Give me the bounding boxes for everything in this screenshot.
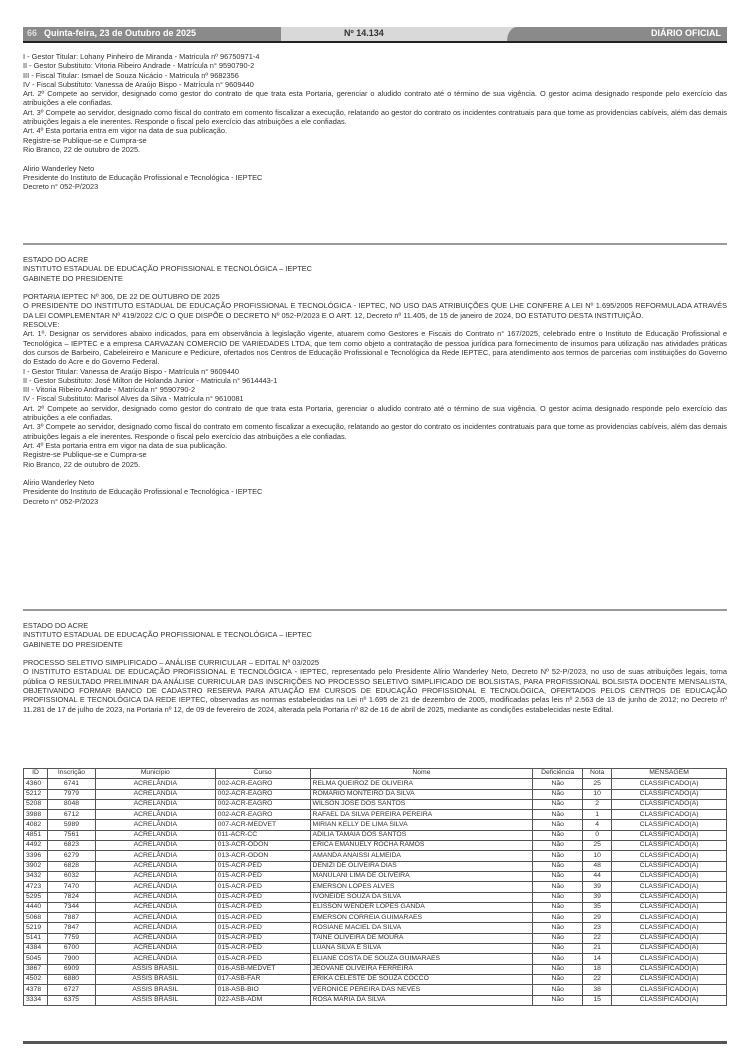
table-row <box>24 820 727 830</box>
cell-nome: EMERSON CORREIA GUIMARAES <box>310 913 533 923</box>
cell-nome: ELISSON WENDER LOPES GANDA <box>310 902 533 912</box>
table-row <box>24 841 727 851</box>
cell-id: 5219 <box>24 923 48 933</box>
paragraph: O INSTITUTO ESTADUAL DE EDUCAÇÃO PROFISSIONAL E TECNOLÓGICA - IEPTEC, representado pelo Presidente Alírio Wanderley Neto, Decreto Nº 52-P/2023, no uso de suas atribuições legais, torna pública O RESULTADO PRELIMINAR DA ANÁLISE CURRICULAR DAS INSCRIÇÕES NO PROCESSO SELETIVO SIMPLIFICADO DE BOLSISTAS, PARA PROFISSIONAL BOLSISTA DOCENTE MENSALISTA, OBJETIVANDO FORMAR BANCO DE CADASTRO RESERVA PARA ATUAÇÃO EM CURSOS DE EDUCAÇÃO PROFISSIONAL E TECNOLÓGICA, OFERTADOS PELOS CENTROS DE EDUCAÇÃO PROFISSIONAL E TECNOLÓGICA DA REDE IEPTEC, observadas as normas estabelecidas na Lei nº 1.695 de 21 de dezembro de 2005, modificadas pelas leis nº 2.563 de 13 de junho de 2012; no Decreto nº 11.281 de 17 de julho de 2023, na Portaria nº 12, de 09 de fevereiro de 2024, alterada pela Portaria nº 82 de 16 de abril de 2025, mediante as condições estabelecidas neste Edital. <box>23 667 727 714</box>
column-header-nota: Nota <box>583 769 612 779</box>
cell-curso: 015-ACR-PED <box>215 944 310 954</box>
cell-municipio: ACRELÂNDIA <box>95 944 215 954</box>
paragraph: Registre-se Publique-se e Cumpra-se <box>23 450 147 460</box>
table-row <box>24 995 727 1005</box>
cell-id: 5212 <box>24 789 48 799</box>
cell-deficiencia: Não <box>533 944 583 954</box>
cell-inscricao: 6828 <box>47 861 95 871</box>
section-1 <box>23 52 727 191</box>
cell-inscricao: 6909 <box>47 964 95 974</box>
cell-nota: 1 <box>583 810 612 820</box>
page-number: 66 <box>27 28 38 38</box>
cell-nota: 39 <box>583 882 612 892</box>
portaria-title: PORTARIA IEPTEC Nº 306, DE 22 DE OUTUBRO DE 2025 <box>23 292 220 302</box>
section-3 <box>23 621 727 714</box>
cell-nota: 2 <box>583 799 612 809</box>
cell-inscricao: 6712 <box>47 810 95 820</box>
cell-nome: MANULANI LIMA DE OLIVEIRA <box>310 871 533 881</box>
cell-curso: 011-ACR-CC <box>215 830 310 840</box>
cell-deficiencia: Não <box>533 964 583 974</box>
signature-title: Presidente do Instituto de Educação Profissional e Tecnológica - IEPTEC <box>23 172 263 182</box>
cell-inscricao: 7847 <box>47 923 95 933</box>
cell-municipio: ACRELÂNDIA <box>95 923 215 933</box>
cell-municipio: ACRELÂNDIA <box>95 789 215 799</box>
heading-line: ESTADO DO ACRE <box>23 255 89 264</box>
edital-title: PROCESSO SELETIVO SIMPLIFICADO – ANÁLISE CURRICULAR – EDITAL Nº 03/2025 <box>23 658 319 668</box>
cell-mensagem: CLASSIFICADO(A) <box>612 871 727 881</box>
cell-nota: 48 <box>583 861 612 871</box>
paragraph: Art. 1º. Designar os servidores abaixo indicados, para em observância à legislação vigente, atuarem como Gestores e Fiscais do Contrato n° 167/2025, celebrado entre o Instituto de Educação Profissional e Tecnológica – IEPTEC e a empresa CARVAZAN COMERCIO DE VARIEDADES LTDA, que tem como objeto a contratação de pessoa jurídica para fornecimento de insumos para utilização nas atividades práticas dos cursos de Barbeiro, Cabeleireiro e Manicure e Pedicure, ofertados nos Centros de Educação Profissional e Tecnológica da Rede IEPTEC, para atendimento aos termos de parcerias com instituições do Governo do Estado do Acre e do Governo Federal. <box>23 329 727 367</box>
cell-mensagem: CLASSIFICADO(A) <box>612 861 727 871</box>
cell-id: 4502 <box>24 974 48 984</box>
edition-number: Nº 14.134 <box>344 28 384 38</box>
paragraph: IV - Fiscal Substituto: Vanessa de Araújo Bispo - Matrícula n° 9609440 <box>23 79 254 89</box>
column-header-inscricao: Inscrição <box>47 769 95 779</box>
table-row <box>24 902 727 912</box>
signature-decree: Decreto n° 052-P/2023 <box>23 496 99 506</box>
cell-deficiencia: Não <box>533 779 583 789</box>
header-middle-band <box>281 27 521 41</box>
cell-curso: 015-ACR-PED <box>215 954 310 964</box>
cell-deficiencia: Não <box>533 810 583 820</box>
cell-deficiencia: Não <box>533 820 583 830</box>
cell-curso: 002-ACR-EAGRO <box>215 789 310 799</box>
cell-inscricao: 8048 <box>47 799 95 809</box>
cell-curso: 022-ASB-ADM <box>215 995 310 1005</box>
cell-deficiencia: Não <box>533 851 583 861</box>
cell-deficiencia: Não <box>533 861 583 871</box>
cell-nome: ERICA EMANUELY ROCHA RAMOS <box>310 841 533 851</box>
cell-municipio: ACRELÂNDIA <box>95 861 215 871</box>
cell-deficiencia: Não <box>533 933 583 943</box>
cell-nota: 14 <box>583 954 612 964</box>
cell-nota: 15 <box>583 995 612 1005</box>
cell-nome: JEOVANE OLIVEIRA FERREIRA <box>310 964 533 974</box>
table-row <box>24 810 727 820</box>
cell-municipio: ACRELÂNDIA <box>95 810 215 820</box>
cell-inscricao: 7470 <box>47 882 95 892</box>
cell-deficiencia: Não <box>533 892 583 902</box>
cell-nome: WILSON JOSÉ DOS SANTOS <box>310 799 533 809</box>
cell-curso: 015-ACR-PED <box>215 861 310 871</box>
paragraph: O PRESIDENTE DO INSTITUTO ESTADUAL DE EDUCAÇÃO PROFISSIONAL E TECNOLÓGICA - IEPTEC, NO USO DAS ATRIBUIÇÕES QUE LHE CONFERE A LEI Nº 1.695/2005 REFORMULADA ATRAVÉS DA LEI COMPLEMENTAR Nº 419/2022 C/C O QUE DISPÕE O DECRETO Nº 052-P/2023 E O ART. 12, Decreto nº 11.405, de 15 de janeiro de 2024, DO ESTATUTO DESTA INSTITUIÇÃO. <box>23 301 727 320</box>
table-row <box>24 964 727 974</box>
cell-municipio: ACRELÂNDIA <box>95 830 215 840</box>
cell-inscricao: 7887 <box>47 913 95 923</box>
cell-nome: ADILIA TAMAIA DOS SANTOS <box>310 830 533 840</box>
issue-date: Quinta-feira, 23 de Outubro de 2025 <box>44 28 197 38</box>
section-divider <box>23 609 727 611</box>
paragraph: Registre-se Publique-se e Cumpra-se <box>23 135 147 145</box>
cell-inscricao: 6279 <box>47 851 95 861</box>
cell-mensagem: CLASSIFICADO(A) <box>612 882 727 892</box>
cell-mensagem: CLASSIFICADO(A) <box>612 851 727 861</box>
cell-id: 4723 <box>24 882 48 892</box>
cell-municipio: ACRELÂNDIA <box>95 892 215 902</box>
cell-nome: AMANDA ANAISSI ALMEIDA <box>310 851 533 861</box>
cell-curso: 002-ACR-EAGRO <box>215 810 310 820</box>
table-row <box>24 944 727 954</box>
cell-municipio: ACRELÂNDIA <box>95 779 215 789</box>
paragraph: Art. 2º Compete ao servidor, designado como gestor do contrato de que trata esta Portaria, gerenciar o aludido contrato até o término de sua vigência. O gestor acima designado responde pelo exercício das atribuições a ele confiadas. <box>23 403 727 423</box>
cell-nota: 10 <box>583 789 612 799</box>
cell-inscricao: 7824 <box>47 892 95 902</box>
cell-curso: 017-ASB-FAR <box>215 974 310 984</box>
cell-curso: 002-ACR-EAGRO <box>215 779 310 789</box>
cell-mensagem: CLASSIFICADO(A) <box>612 810 727 820</box>
cell-nota: 25 <box>583 779 612 789</box>
cell-deficiencia: Não <box>533 985 583 995</box>
table-row <box>24 923 727 933</box>
cell-id: 5045 <box>24 954 48 964</box>
heading-line: INSTITUTO ESTADUAL DE EDUCAÇÃO PROFISSIONAL E TECNOLÓGICA – IEPTEC <box>23 630 312 640</box>
column-header-id: ID <box>24 769 48 779</box>
table-row <box>24 892 727 902</box>
cell-id: 5068 <box>24 913 48 923</box>
cell-mensagem: CLASSIFICADO(A) <box>612 985 727 995</box>
cell-municipio: ACRELÂNDIA <box>95 799 215 809</box>
cell-curso: 013-ACR-ODON <box>215 841 310 851</box>
cell-nota: 38 <box>583 985 612 995</box>
cell-inscricao: 7561 <box>47 830 95 840</box>
cell-nome: MIRIAN KELLY DE LIMA SILVA <box>310 820 533 830</box>
heading-line: ESTADO DO ACRE <box>23 621 89 630</box>
paragraph: Art. 3º Compete ao servidor, designado como fiscal do contrato em comento fiscalizar a execução, relatando ao gestor do contrato os incidentes contratuais para que tome as providencias cabíveis, além das demais atribuições legais a ele inerentes. Responde o fiscal pelo exercício das atribuições a ele confiadas. <box>23 107 727 127</box>
cell-deficiencia: Não <box>533 913 583 923</box>
table-row <box>24 851 727 861</box>
table-row <box>24 985 727 995</box>
cell-id: 3334 <box>24 995 48 1005</box>
cell-id: 4492 <box>24 841 48 851</box>
cell-mensagem: CLASSIFICADO(A) <box>612 995 727 1005</box>
column-header-mensagem: MENSAGEM <box>612 769 727 779</box>
cell-nota: 22 <box>583 933 612 943</box>
signature-name: Alirio Wanderley Neto <box>23 163 95 173</box>
cell-mensagem: CLASSIFICADO(A) <box>612 779 727 789</box>
cell-nome: ERIKA CELESTE DE SOUZA CÔCCO <box>310 974 533 984</box>
cell-inscricao: 7979 <box>47 789 95 799</box>
cell-deficiencia: Não <box>533 799 583 809</box>
cell-nome: ROMÁRIO MONTEIRO DA SILVA <box>310 789 533 799</box>
cell-municipio: ACRELÂNDIA <box>95 882 215 892</box>
cell-deficiencia: Não <box>533 871 583 881</box>
cell-inscricao: 6727 <box>47 985 95 995</box>
cell-nota: 23 <box>583 923 612 933</box>
cell-nome: DENIZI DE OLIVEIRA DIAS <box>310 861 533 871</box>
cell-nota: 44 <box>583 871 612 881</box>
paragraph: Art. 4º Esta portaria entra em vigor na data de sua publicação. <box>23 126 228 136</box>
table-row <box>24 933 727 943</box>
cell-inscricao: 6823 <box>47 841 95 851</box>
cell-id: 3902 <box>24 861 48 871</box>
cell-mensagem: CLASSIFICADO(A) <box>612 964 727 974</box>
table-row <box>24 799 727 809</box>
cell-municipio: ASSIS BRASIL <box>95 964 215 974</box>
column-header-deficiencia: Deficiência <box>533 769 583 779</box>
paragraph: IV - Fiscal Substituto: Marisol Alves da Silva - Matrícula n° 9610081 <box>23 394 244 404</box>
cell-mensagem: CLASSIFICADO(A) <box>612 799 727 809</box>
cell-mensagem: CLASSIFICADO(A) <box>612 789 727 799</box>
cell-id: 4440 <box>24 902 48 912</box>
column-header-curso: Curso <box>215 769 310 779</box>
cell-id: 5208 <box>24 799 48 809</box>
paragraph: I - Gestor Titular: Lohany Pinheiro de Miranda - Matricula nº 96750971-4 <box>23 52 260 61</box>
cell-id: 5141 <box>24 933 48 943</box>
column-header-nome: Nome <box>310 769 533 779</box>
cell-municipio: ASSIS BRASIL <box>95 995 215 1005</box>
paragraph: Art. 3º Compete ao servidor, designado como fiscal do contrato em comento fiscalizar a execução, relatando ao gestor do contrato os incidentes contratuais para que tome as providencias cabíveis, além das demais atribuições legais a ele inerentes. Responde o fiscal pelo exercício das atribuições a ele confiadas. <box>23 422 727 441</box>
cell-mensagem: CLASSIFICADO(A) <box>612 820 727 830</box>
cell-curso: 007-ACR-MEDVET <box>215 820 310 830</box>
cell-municipio: ACRELÂNDIA <box>95 820 215 830</box>
cell-municipio: ACRELÂNDIA <box>95 954 215 964</box>
table-row <box>24 789 727 799</box>
cell-curso: 016-ASB-MEDVET <box>215 964 310 974</box>
table-row <box>24 861 727 871</box>
cell-deficiencia: Não <box>533 974 583 984</box>
results-table-body <box>24 779 727 1006</box>
cell-id: 4360 <box>24 779 48 789</box>
cell-municipio: ASSIS BRASIL <box>95 985 215 995</box>
table-row <box>24 882 727 892</box>
cell-mensagem: CLASSIFICADO(A) <box>612 944 727 954</box>
cell-nota: 0 <box>583 830 612 840</box>
cell-deficiencia: Não <box>533 882 583 892</box>
cell-id: 4082 <box>24 820 48 830</box>
cell-nome: EMERSON LOPES ALVES <box>310 882 533 892</box>
paragraph: Rio Branco, 22 de outubro de 2025. <box>23 459 141 469</box>
cell-curso: 002-ACR-EAGRO <box>215 799 310 809</box>
cell-nota: 35 <box>583 902 612 912</box>
cell-municipio: ACRELÂNDIA <box>95 871 215 881</box>
cell-id: 3867 <box>24 964 48 974</box>
paragraph: III - Fiscal Titular: Ismael de Souza Nicácio - Matricula nº 9682356 <box>23 70 239 80</box>
cell-nome: ELIANE COSTA DE SOUZA GUIMARAES <box>310 954 533 964</box>
cell-inscricao: 6741 <box>47 779 95 789</box>
cell-mensagem: CLASSIFICADO(A) <box>612 892 727 902</box>
cell-id: 4851 <box>24 830 48 840</box>
cell-mensagem: CLASSIFICADO(A) <box>612 954 727 964</box>
paragraph: Art. 4º Esta portaria entra em vigor na data de sua publicação. <box>23 440 228 450</box>
cell-municipio: ACRELÂNDIA <box>95 851 215 861</box>
cell-mensagem: CLASSIFICADO(A) <box>612 830 727 840</box>
cell-id: 4378 <box>24 985 48 995</box>
cell-curso: 015-ACR-PED <box>215 882 310 892</box>
cell-nota: 25 <box>583 841 612 851</box>
cell-curso: 015-ACR-PED <box>215 892 310 902</box>
cell-inscricao: 6880 <box>47 974 95 984</box>
cell-nota: 10 <box>583 851 612 861</box>
cell-inscricao: 5989 <box>47 820 95 830</box>
cell-mensagem: CLASSIFICADO(A) <box>612 923 727 933</box>
cell-deficiencia: Não <box>533 841 583 851</box>
paragraph: Rio Branco, 22 de outubro de 2025. <box>23 144 141 154</box>
cell-nota: 22 <box>583 974 612 984</box>
cell-inscricao: 7759 <box>47 933 95 943</box>
cell-curso: 013-ACR-ODON <box>215 851 310 861</box>
table-row <box>24 954 727 964</box>
paragraph: RESOLVE: <box>23 320 60 330</box>
cell-curso: 015-ACR-PED <box>215 902 310 912</box>
paragraph: II - Gestor Substituto: José Milton de Holanda Junior - Matricula n° 9614443-1 <box>23 375 278 385</box>
cell-deficiencia: Não <box>533 789 583 799</box>
cell-inscricao: 6375 <box>47 995 95 1005</box>
column-header-municipio: Município <box>95 769 215 779</box>
cell-deficiencia: Não <box>533 902 583 912</box>
cell-municipio: ACRELÂNDIA <box>95 902 215 912</box>
paragraph: I - Gestor Titular: Vanessa de Araújo Bispo - Matrícula n° 9609440 <box>23 366 240 376</box>
paragraph: II - Gestor Substituto: Vitoria Ribeiro Andrade - Matrícula n° 9590790-2 <box>23 61 255 71</box>
paragraph: III - Vitoria Ribeiro Andrade - Matrícula n° 9590790-2 <box>23 385 196 395</box>
cell-nome: RAFAEL DA SILVA PEREIRA PEREIRA <box>310 810 533 820</box>
cell-id: 3396 <box>24 851 48 861</box>
header-rule <box>23 41 727 43</box>
cell-nome: VERONICE PEREIRA DAS NEVES <box>310 985 533 995</box>
cell-nome: RELMA QUEIROZ DE OLIVEIRA <box>310 779 533 789</box>
cell-id: 5295 <box>24 892 48 902</box>
cell-mensagem: CLASSIFICADO(A) <box>612 902 727 912</box>
cell-nome: IVONEIDE SOUZA DA SILVA <box>310 892 533 902</box>
footer-rule <box>23 1041 727 1044</box>
cell-mensagem: CLASSIFICADO(A) <box>612 974 727 984</box>
cell-nota: 4 <box>583 820 612 830</box>
cell-id: 4384 <box>24 944 48 954</box>
paragraph: Art. 2º Compete ao servidor, designado como gestor do contrato de que trata esta Portaria, gerenciar o aludido contrato até o término de sua vigência. O gestor acima designado responde pelo exercício das atribuições a ele confiadas. <box>23 89 727 108</box>
cell-inscricao: 6700 <box>47 944 95 954</box>
signature-decree: Decreto n° 052-P/2023 <box>23 182 99 192</box>
table-row <box>24 779 727 789</box>
publication-title: DIÁRIO OFICIAL <box>651 28 721 38</box>
cell-mensagem: CLASSIFICADO(A) <box>612 841 727 851</box>
page-header <box>23 27 727 41</box>
section-divider <box>23 243 727 245</box>
cell-municipio: ACRELÂNDIA <box>95 841 215 851</box>
cell-mensagem: CLASSIFICADO(A) <box>612 933 727 943</box>
cell-nota: 39 <box>583 892 612 902</box>
cell-id: 3432 <box>24 871 48 881</box>
table-row <box>24 974 727 984</box>
table-row <box>24 830 727 840</box>
results-table <box>23 768 727 1006</box>
cell-curso: 015-ACR-PED <box>215 913 310 923</box>
cell-nome: LUANA SILVA E SILVA <box>310 944 533 954</box>
signature-title: Presidente do Instituto de Educação Profissional e Tecnológica - IEPTEC <box>23 487 263 497</box>
table-row <box>24 913 727 923</box>
cell-deficiencia: Não <box>533 995 583 1005</box>
cell-nome: ROSIANE MACIEL DA SILVA <box>310 923 533 933</box>
cell-deficiencia: Não <box>533 923 583 933</box>
section-2 <box>23 255 727 506</box>
table-row <box>24 871 727 881</box>
table-header-row <box>24 769 727 779</box>
cell-inscricao: 6032 <box>47 871 95 881</box>
cell-inscricao: 7900 <box>47 954 95 964</box>
cell-inscricao: 7344 <box>47 902 95 912</box>
cell-curso: 015-ACR-PED <box>215 923 310 933</box>
signature-name: Alirio Wanderley Neto <box>23 478 95 488</box>
cell-id: 3988 <box>24 810 48 820</box>
cell-nota: 21 <box>583 944 612 954</box>
cell-deficiencia: Não <box>533 954 583 964</box>
cell-mensagem: CLASSIFICADO(A) <box>612 913 727 923</box>
cell-curso: 015-ACR-PED <box>215 871 310 881</box>
cell-curso: 015-ACR-PED <box>215 933 310 943</box>
cell-municipio: ASSIS BRASIL <box>95 974 215 984</box>
cell-nota: 18 <box>583 964 612 974</box>
cell-curso: 018-ASB-BIO <box>215 985 310 995</box>
cell-municipio: ACRELÂNDIA <box>95 913 215 923</box>
heading-line: INSTITUTO ESTADUAL DE EDUCAÇÃO PROFISSIONAL E TECNOLÓGICA – IEPTEC <box>23 264 312 274</box>
cell-nome: TAINE OLIVEIRA DE MOURA <box>310 933 533 943</box>
cell-nome: ROSA MARIA DA SILVA <box>310 995 533 1005</box>
cell-nota: 29 <box>583 913 612 923</box>
cell-municipio: ACRELÂNDIA <box>95 933 215 943</box>
heading-line: GABINETE DO PRESIDENTE <box>23 273 123 283</box>
cell-deficiencia: Não <box>533 830 583 840</box>
heading-line: GABINETE DO PRESIDENTE <box>23 639 123 649</box>
